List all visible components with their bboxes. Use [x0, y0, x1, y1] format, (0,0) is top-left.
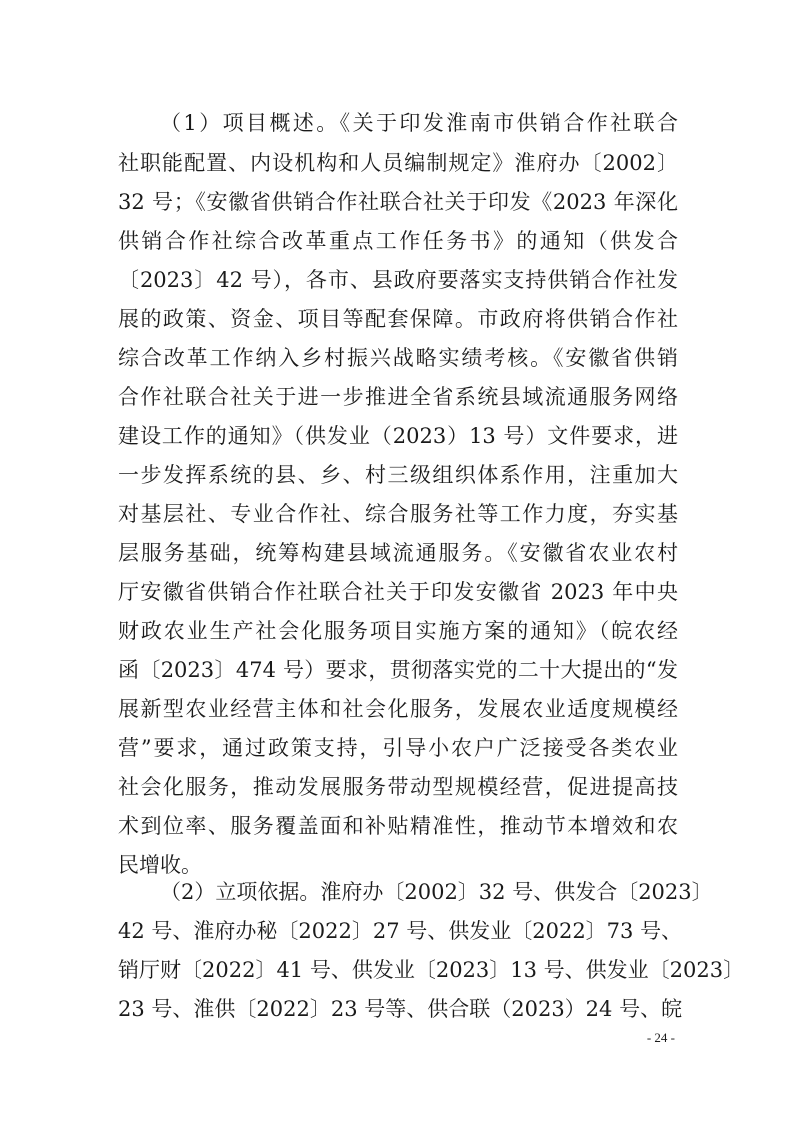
page-number: - 24 -: [646, 1030, 675, 1045]
text-line: 财政农业生产社会化服务项目实施方案的通知》（皖农经: [118, 619, 678, 643]
text-line: 一步发挥系统的县、乡、村三级组织体系作用，注重加大: [118, 463, 678, 487]
text-line: （2）立项依据。淮府办〔2002〕32 号、供发合〔2023〕: [160, 880, 713, 904]
text-line: 合作社联合社关于进一步推进全省系统县域流通服务网络: [118, 385, 678, 409]
text-line: 民增收。: [118, 853, 202, 877]
text-line: 23 号、淮供〔2022〕23 号等、供合联（2023）24 号、皖: [118, 997, 683, 1021]
text-line: 函〔2023〕474 号）要求，贯彻落实党的二十大提出的“发: [118, 658, 678, 682]
text-line: 术到位率、服务覆盖面和补贴精准性，推动节本增效和农: [118, 814, 678, 838]
text-line: 营”要求，通过政策支持，引导小农户广泛接受各类农业: [118, 736, 678, 760]
text-line: 展的政策、资金、项目等配套保障。市政府将供销合作社: [118, 307, 678, 331]
text-line: 厅安徽省供销合作社联合社关于印发安徽省 2023 年中央: [118, 580, 678, 604]
text-line: （1）项目概述。《关于印发淮南市供销合作社联合: [160, 111, 678, 135]
text-line: 展新型农业经营主体和社会化服务，发展农业适度规模经: [118, 697, 678, 721]
text-line: 〔2023〕42 号），各市、县政府要落实支持供销合作社发: [118, 268, 678, 292]
text-line: 42 号、淮府办秘〔2022〕27 号、供发业〔2022〕73 号、: [118, 919, 683, 943]
text-line: 社会化服务，推动发展服务带动型规模经营，促进提高技: [118, 775, 678, 799]
text-line: 对基层社、专业合作社、综合服务社等工作力度，夯实基: [118, 502, 678, 526]
text-line: 32 号；《安徽省供销合作社联合社关于印发《2023 年深化: [118, 190, 678, 214]
text-line: 社职能配置、内设机构和人员编制规定》淮府办〔2002〕: [118, 151, 678, 175]
text-line: 综合改革工作纳入乡村振兴战略实绩考核。《安徽省供销: [118, 346, 678, 370]
text-line: 销厅财〔2022〕41 号、供发业〔2023〕13 号、供发业〔2023〕: [118, 958, 745, 982]
text-line: 建设工作的通知》（供发业（2023）13 号）文件要求，进: [118, 424, 678, 448]
text-line: 供销合作社综合改革重点工作任务书》的通知（供发合: [118, 229, 678, 253]
text-line: 层服务基础，统筹构建县域流通服务。《安徽省农业农村: [118, 541, 678, 565]
